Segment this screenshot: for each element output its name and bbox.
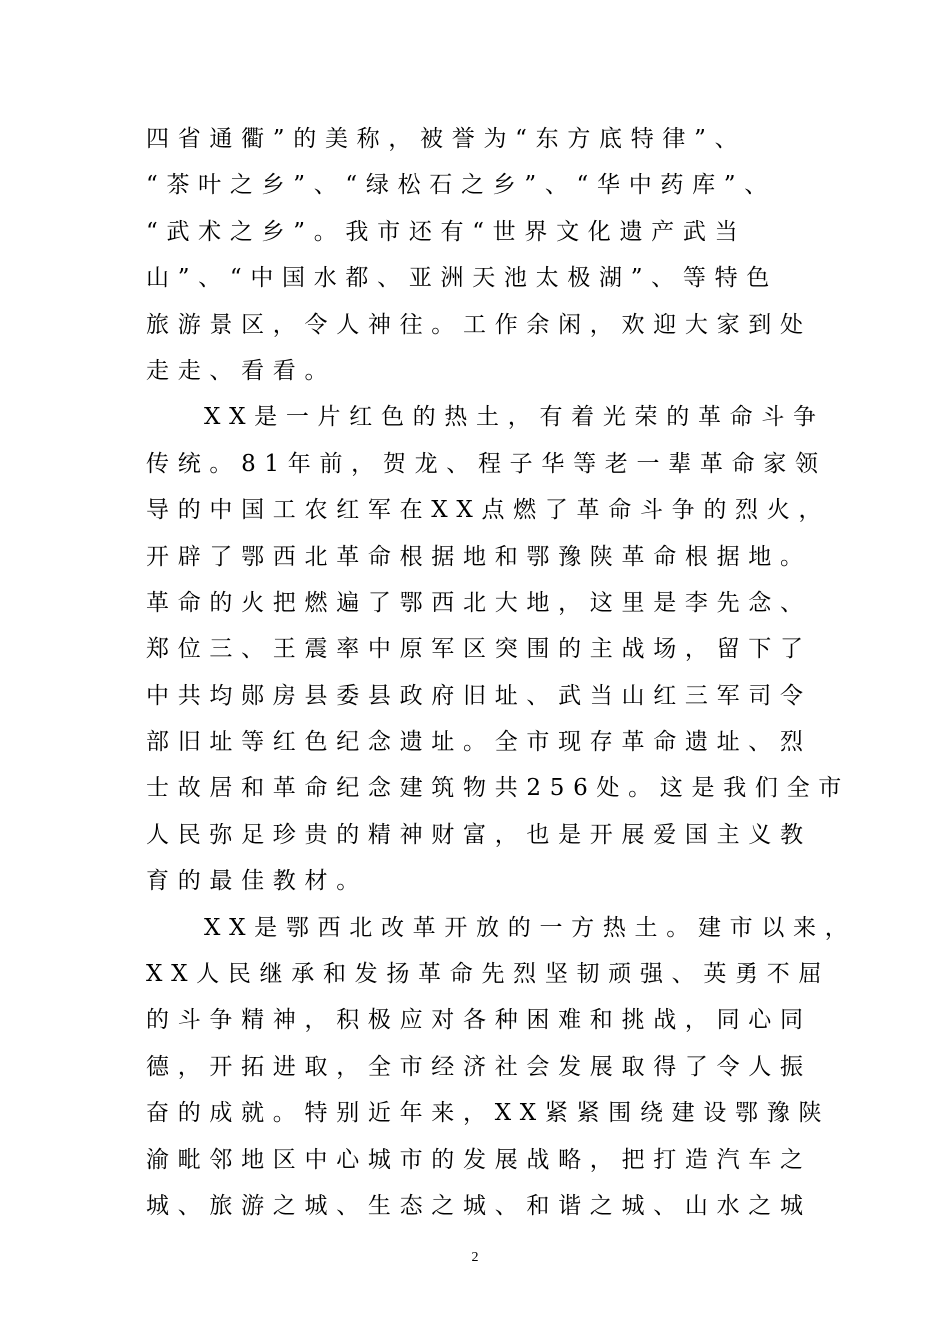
text-line: 部旧址等红色纪念遗址。全市现存革命遗址、烈 bbox=[146, 729, 812, 756]
text-line: 的斗争精神，积极应对各种困难和挑战，同心同 bbox=[146, 1007, 812, 1034]
text-line: 导的中国工农红军在XX点燃了革命斗争的烈火， bbox=[146, 497, 831, 524]
page-number: 2 bbox=[471, 1250, 479, 1265]
text-line: 中共均郧房县委县政府旧址、武当山红三军司令 bbox=[146, 682, 812, 709]
text-line: XX人民继承和发扬革命先烈坚韧顽强、英勇不屈 bbox=[146, 961, 831, 988]
text-line: 德，开拓进取，全市经济社会发展取得了令人振 bbox=[146, 1053, 812, 1080]
text-line: 革命的火把燃遍了鄂西北大地，这里是李先念、 bbox=[146, 589, 812, 616]
text-line: “茶叶之乡”、“绿松石之乡”、“华中药库”、 bbox=[146, 172, 776, 199]
text-line: 育的最佳教材。 bbox=[146, 868, 368, 895]
text-line: 城、旅游之城、生态之城、和谐之城、山水之城 bbox=[146, 1192, 812, 1219]
text-line: XX是一片红色的热土，有着光荣的革命斗争 bbox=[204, 404, 825, 431]
text-line: 山”、“中国水都、亚洲天池太极湖”、等特色 bbox=[146, 265, 778, 292]
text-line: 传统。81年前，贺龙、程子华等老一辈革命家领 bbox=[146, 450, 827, 477]
text-line: 旅游景区，令人神往。工作余闲，欢迎大家到处 bbox=[146, 311, 812, 338]
body-text bbox=[146, 116, 857, 1229]
text-line: 奋的成就。特别近年来，XX紧紧围绕建设鄂豫陕 bbox=[146, 1100, 831, 1127]
text-line: 人民弥足珍贵的精神财富，也是开展爱国主义教 bbox=[146, 821, 812, 848]
text-line: XX是鄂西北改革开放的一方热土。建市以来， bbox=[204, 914, 857, 941]
text-line: 士故居和革命纪念建筑物共256处。这是我们全市 bbox=[146, 775, 850, 802]
text-line: 渝毗邻地区中心城市的发展战略，把打造汽车之 bbox=[146, 1146, 812, 1173]
text-line: 走走、看看。 bbox=[146, 357, 337, 384]
text-line: 郑位三、王震率中原军区突围的主战场，留下了 bbox=[146, 636, 812, 663]
text-line: 开辟了鄂西北革命根据地和鄂豫陕革命根据地。 bbox=[146, 543, 812, 570]
text-line: 四省通衢”的美称，被誉为“东方底特律”、 bbox=[146, 126, 747, 152]
text-line: “武术之乡”。我市还有“世界文化遗产武当 bbox=[146, 218, 747, 245]
